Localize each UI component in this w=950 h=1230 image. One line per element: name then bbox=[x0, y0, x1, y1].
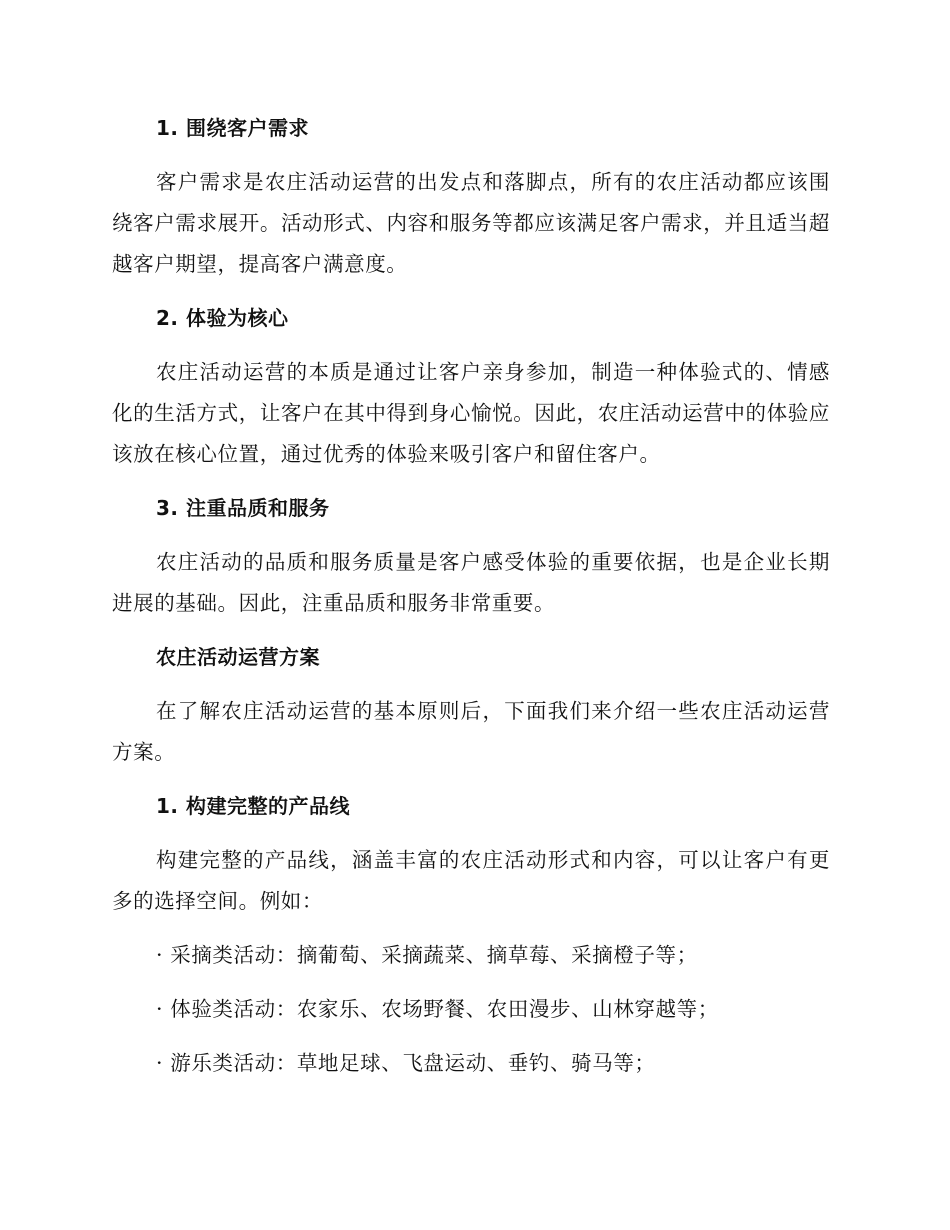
paragraph: 在了解农庄活动运营的基本原则后，下面我们来介绍一些农庄活动运营方案。 bbox=[112, 699, 830, 764]
list-item: · 采摘类活动：摘葡萄、采摘蔬菜、摘草莓、采摘橙子等； bbox=[156, 943, 698, 967]
paragraph: 农庄活动运营的本质是通过让客户亲身参加，制造一种体验式的、情感化的生活方式，让客户在其中得到身心愉悦。因此，农庄活动运营中的体验应该放在核心位置，通过优秀的体验来吸引客户和留住客户。 bbox=[112, 360, 830, 466]
list-item: · 游乐类活动：草地足球、飞盘运动、垂钓、骑马等； bbox=[156, 1051, 656, 1075]
section-heading: 2. 体验为核心 bbox=[156, 306, 289, 330]
list-item: · 体验类活动：农家乐、农场野餐、农田漫步、山林穿越等； bbox=[156, 997, 719, 1021]
paragraph: 客户需求是农庄活动运营的出发点和落脚点，所有的农庄活动都应该围绕客户需求展开。活动形式、内容和服务等都应该满足客户需求，并且适当超越客户期望，提高客户满意度。 bbox=[112, 170, 830, 276]
paragraph: 构建完整的产品线，涵盖丰富的农庄活动形式和内容，可以让客户有更多的选择空间。例如： bbox=[112, 848, 830, 913]
section-heading: 1. 构建完整的产品线 bbox=[156, 794, 350, 818]
paragraph: 农庄活动的品质和服务质量是客户感受体验的重要依据，也是企业长期进展的基础。因此，注重品质和服务非常重要。 bbox=[112, 550, 830, 615]
section-heading: 1. 围绕客户需求 bbox=[156, 116, 309, 140]
document-page bbox=[112, 108, 830, 1084]
section-heading: 3. 注重品质和服务 bbox=[156, 496, 330, 520]
section-heading: 农庄活动运营方案 bbox=[156, 645, 320, 669]
